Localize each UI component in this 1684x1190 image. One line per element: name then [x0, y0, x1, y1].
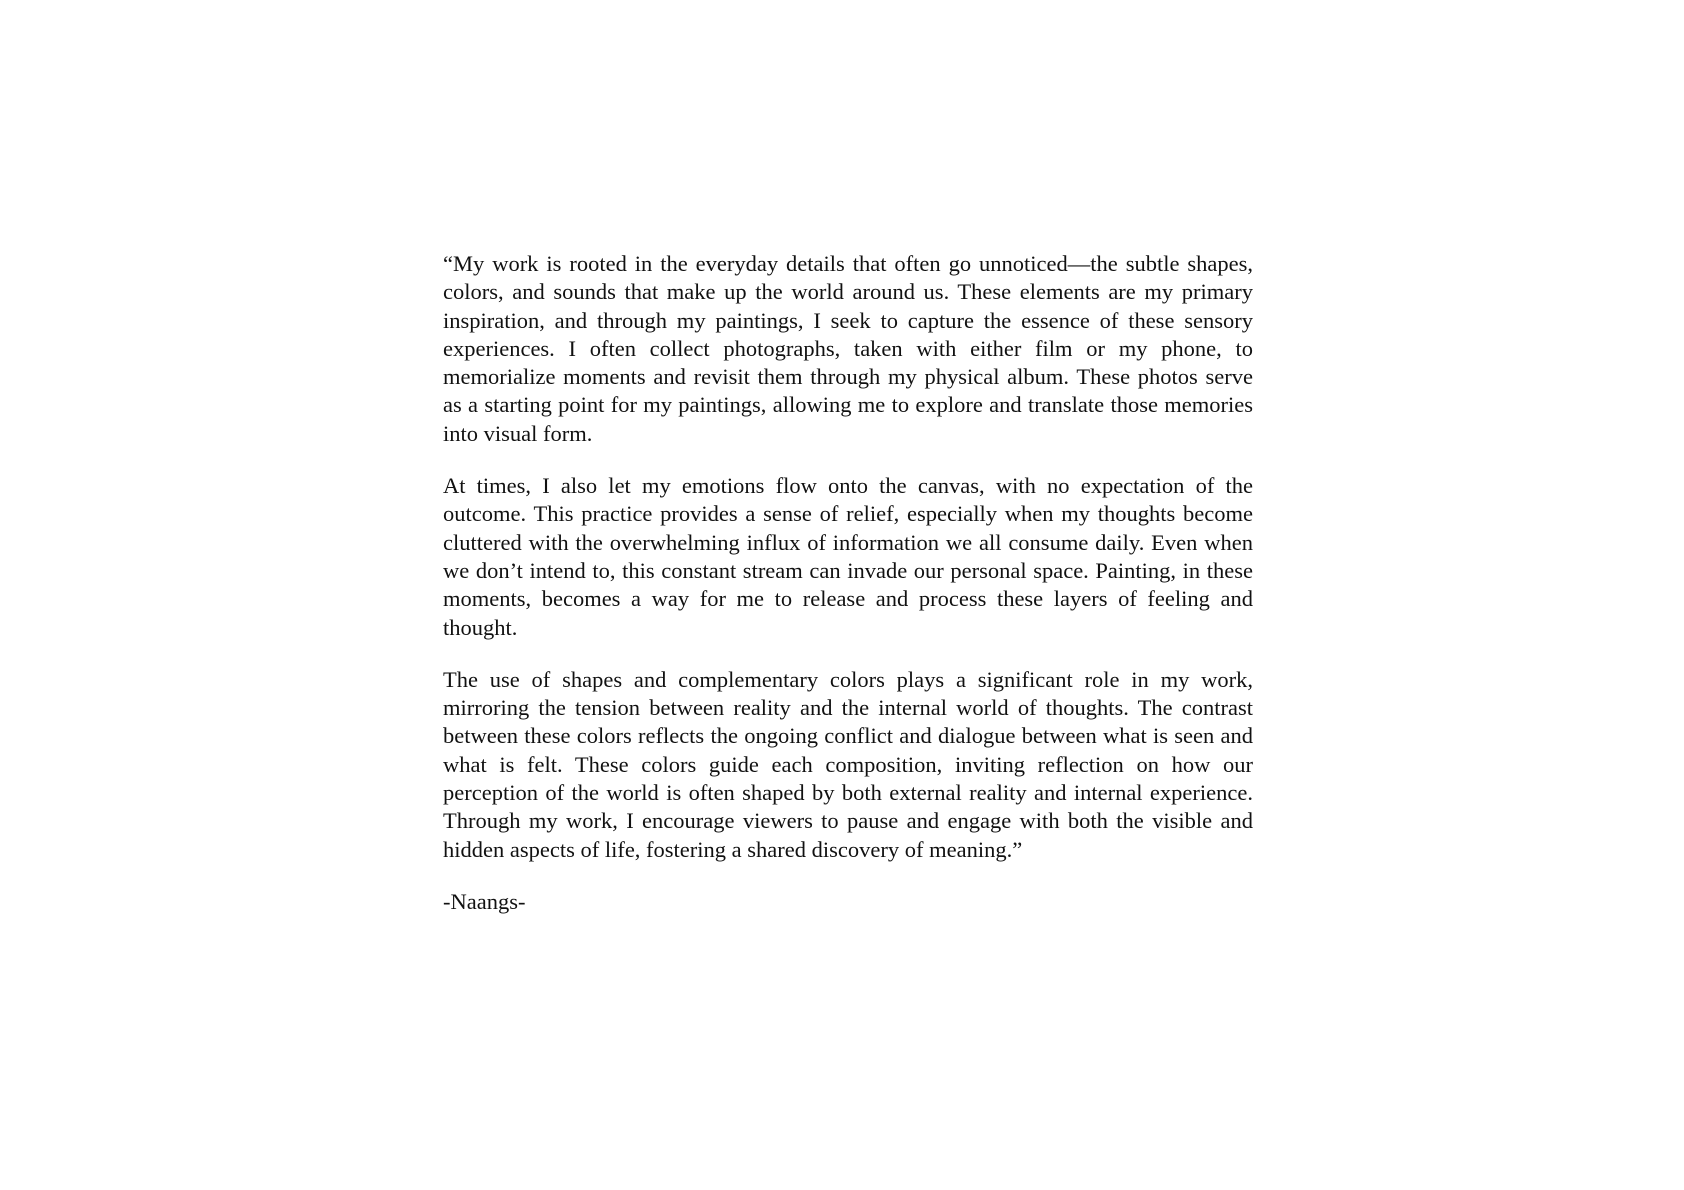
- paragraph-3: The use of shapes and complementary colors plays a significant role in my work, mirroring the tension between reality and the internal world of thoughts. The contrast between these colors reflects the ongoing conflict and dialogue between what is seen and what is felt. These colors guide each composition, inviting reflection on how our perception of the world is often shaped by both external reality and internal experience. Through my work, I encourage viewers to pause and engage with both the visible and hidden aspects of life, fostering a shared discovery of meaning.”: [443, 666, 1253, 862]
- paragraph-1: “My work is rooted in the everyday details that often go unnoticed—the subtle shapes, colors, and sounds that make up the world around us. These elements are my primary inspiration, and through my paintings, I seek to capture the essence of these sensory experiences. I often collect photographs, taken with either film or my phone, to memorialize moments and revisit them through my physical album. These photos serve as a starting point for my paintings, allowing me to explore and translate those memories into visual form.: [443, 251, 1253, 446]
- paragraph-2: At times, I also let my emotions flow onto the canvas, with no expectation of the outcome. This practice provides a sense of relief, especially when my thoughts become cluttered with the overwhelming influx of information we all consume daily. Even when we don’t intend to, this constant stream can invade our personal space. Painting, in these moments, becomes a way for me to release and process these layers of feeling and thought.: [443, 473, 1253, 640]
- signature: -Naangs-: [443, 888, 526, 914]
- artist-statement: [443, 250, 1253, 940]
